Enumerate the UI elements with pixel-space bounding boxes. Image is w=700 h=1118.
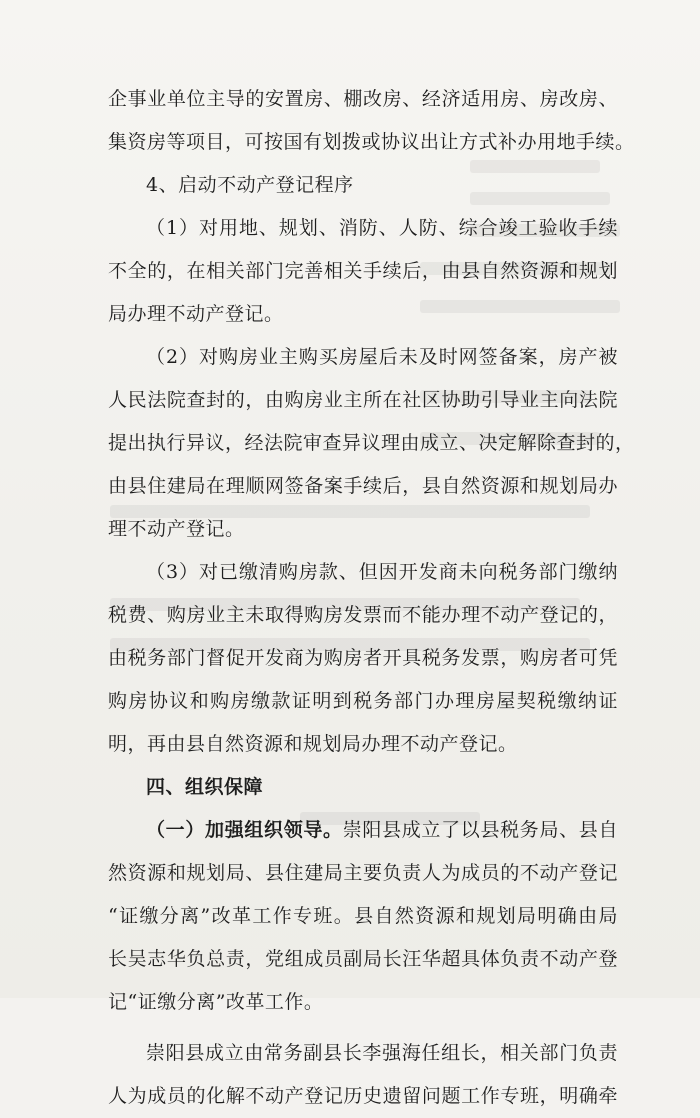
text-line: 明，再由县自然资源和规划局办理不动产登记。 — [108, 733, 518, 755]
text-line: 理不动产登记。 — [108, 518, 245, 540]
paragraph-text: 崇阳县成立了以县税务局、县自 — [342, 819, 618, 841]
text-line: “证缴分离”改革工作专班。县自然资源和规划局明确由局 — [108, 905, 618, 927]
text-line: 崇阳县成立由常务副县长李强海任组长，相关部门负责 — [146, 1042, 618, 1064]
text-line: 由县住建局在理顺网签备案手续后，县自然资源和规划局办 — [108, 475, 618, 497]
text-line: 长吴志华负总责，党组成员副局长汪华超具体负责不动产登 — [108, 948, 618, 970]
text-line: 记“证缴分离”改革工作。 — [108, 991, 324, 1013]
document-body — [108, 78, 635, 1118]
section-heading: 四、组织保障 — [146, 776, 264, 798]
text-line — [108, 809, 618, 852]
paragraph-lead: （一）加强组织领导。 — [146, 819, 343, 841]
text-line: 集资房等项目，可按国有划拨或协议出让方式补办用地手续。 — [108, 131, 635, 153]
text-line: （1）对用地、规划、消防、人防、综合竣工验收手续 — [146, 217, 618, 239]
text-line: 企事业单位主导的安置房、棚改房、经济适用房、房改房、 — [108, 88, 618, 110]
text-line: 提出执行异议，经法院审查异议理由成立、决定解除查封的， — [108, 432, 635, 454]
text-line: 购房协议和购房缴款证明到税务部门办理房屋契税缴纳证 — [108, 690, 618, 712]
text-line: （2）对购房业主购买房屋后未及时网签备案，房产被 — [146, 346, 618, 368]
text-line: 人为成员的化解不动产登记历史遗留问题工作专班，明确牵 — [108, 1085, 618, 1107]
text-line: 由税务部门督促开发商为购房者开具税务发票，购房者可凭 — [108, 647, 618, 669]
text-line: 不全的，在相关部门完善相关手续后，由县自然资源和规划 — [108, 260, 618, 282]
text-line: 然资源和规划局、县住建局主要负责人为成员的不动产登记 — [108, 862, 618, 884]
text-line: （3）对已缴清购房款、但因开发商未向税务部门缴纳 — [146, 561, 618, 583]
text-line: 局办理不动产登记。 — [108, 303, 284, 325]
section-subheading: 4、启动不动产登记程序 — [146, 174, 354, 196]
text-line: 人民法院查封的，由购房业主所在社区协助引导业主向法院 — [108, 389, 618, 411]
text-line: 税费、购房业主未取得购房发票而不能办理不动产登记的， — [108, 604, 618, 626]
